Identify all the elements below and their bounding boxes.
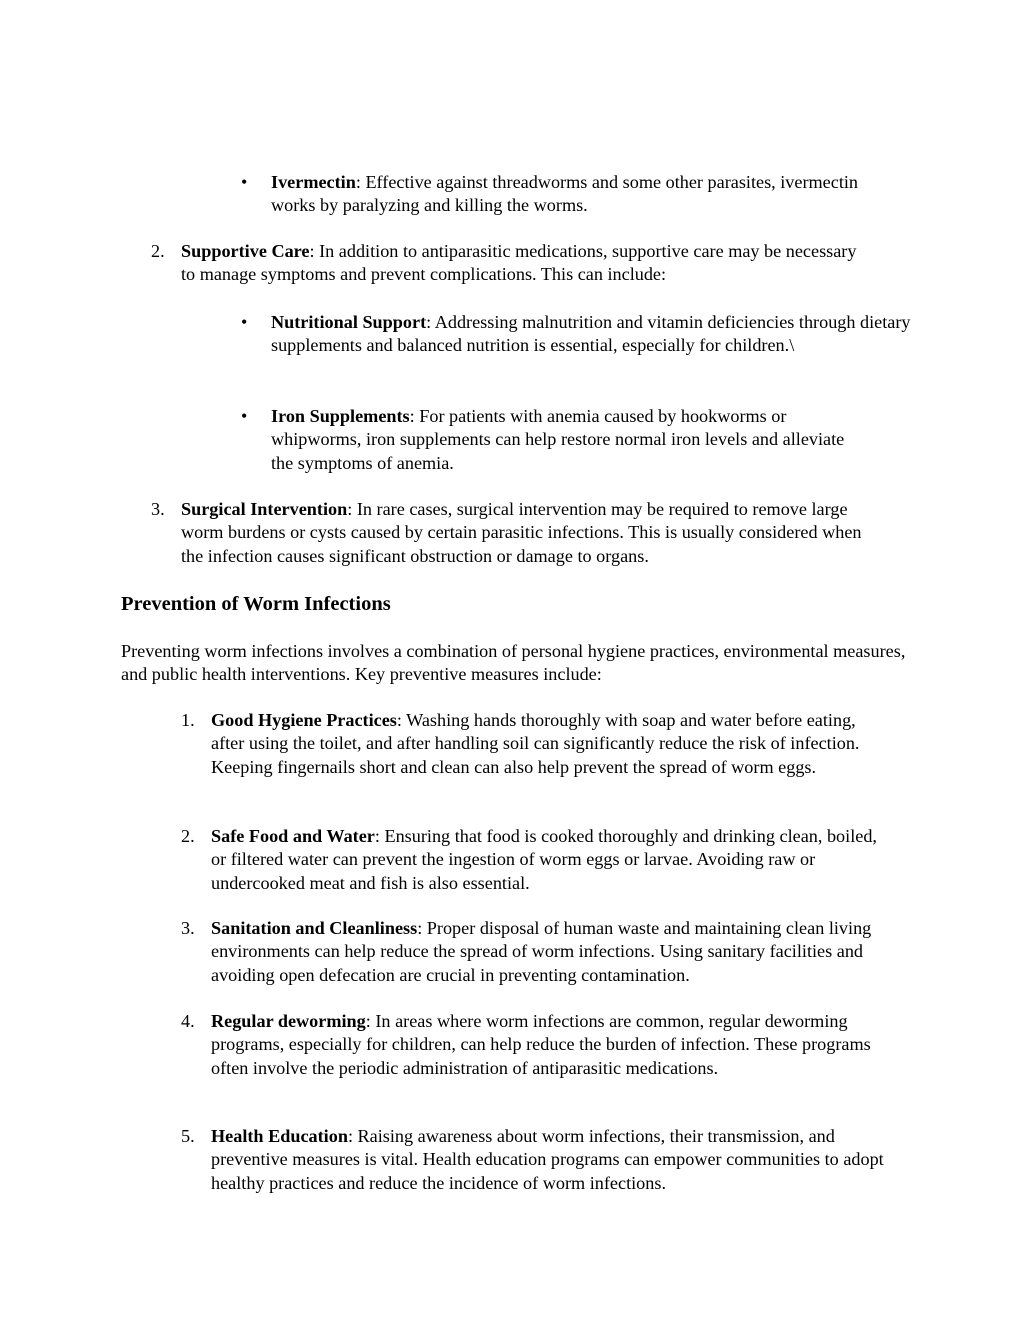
prevention-item-label: Regular deworming [211,1011,366,1031]
ivermectin-text: : Effective against threadworms and some other parasites, ivermectin works by paralyzing and killing the worms. [271,172,859,216]
surgical-intervention-text: : In rare cases, surgical intervention may be required to remove large worm burdens or cysts caused by certain parasitic infections. This is usually considered when the infection causes significant obstruction or damage to organs. [181,499,862,566]
nutritional-support-text: : Addressing malnutrition and vitamin deficiencies through dietary supplements and balanced nutrition is essential, especially for children.\ [271,312,911,356]
prevention-item-label: Sanitation and Cleanliness [211,918,418,938]
nutritional-support-item [271,311,911,358]
prevention-item-deworming [211,1010,911,1080]
prevention-item-sanitation [211,917,896,987]
surgical-intervention-label: Surgical Intervention [181,499,348,519]
list-number: 3. [181,918,195,938]
supportive-care-text: : In addition to antiparasitic medications, supportive care may be necessary to manage symptoms and prevent complications. This can include: [181,241,857,285]
list-number: 5. [181,1126,195,1146]
list-number: 1. [181,710,195,730]
bullet-marker: • [241,312,248,332]
prevention-item-text: : Proper disposal of human waste and maintaining clean living environments can help reduce the spread of worm infections. Using sanitary facilities and avoiding open defecation are crucial in preventing contamination. [211,918,872,985]
list-number: 2. [151,241,165,261]
bullet-marker: • [241,406,248,426]
surgical-intervention-item [181,498,881,568]
ivermectin-label: Ivermectin [271,172,356,192]
prevention-item-label: Good Hygiene Practices [211,710,397,730]
prevention-item-text: : Raising awareness about worm infections, their transmission, and preventive measures is vital. Health education programs can empower communities to adopt healthy practices and reduce the incidence of worm infections. [211,1126,884,1193]
prevention-item-text: : Washing hands thoroughly with soap and water before eating, after using the toilet, and after handling soil can significantly reduce the risk of infection. Keeping fingernails short and clean can also help prevent the spread of worm eggs. [211,710,860,777]
iron-supplements-item [271,405,861,475]
iron-supplements-label: Iron Supplements [271,406,410,426]
prevention-item-text: : In areas where worm infections are common, regular deworming programs, especially for children, can help reduce the burden of infection. These programs often involve the periodic administration of antiparasitic medications. [211,1011,871,1078]
prevention-item-education [211,1125,906,1195]
list-number: 4. [181,1011,195,1031]
section-heading: Prevention of Worm Infections [121,593,391,615]
bullet-marker: • [241,172,248,192]
supportive-care-item [181,240,871,287]
prevention-item-label: Health Education [211,1126,348,1146]
list-number: 2. [181,826,195,846]
intro-paragraph: Preventing worm infections involves a combination of personal hygiene practices, environmental measures, and public health interventions. Key preventive measures include: [121,641,906,685]
prevention-item-hygiene [211,709,891,779]
iron-supplements-text: : For patients with anemia caused by hookworms or whipworms, iron supplements can help restore normal iron levels and alleviate the symptoms of anemia. [271,406,845,473]
prevention-item-label: Safe Food and Water [211,826,375,846]
list-number: 3. [151,499,165,519]
prevention-item-food-water [211,825,896,895]
supportive-care-label: Supportive Care [181,241,310,261]
nutritional-support-label: Nutritional Support [271,312,427,332]
prevention-item-text: : Ensuring that food is cooked thoroughly and drinking clean, boiled, or filtered water can prevent the ingestion of worm eggs or larvae. Avoiding raw or undercooked meat and fish is also essential. [211,826,877,893]
ivermectin-item [271,171,871,218]
